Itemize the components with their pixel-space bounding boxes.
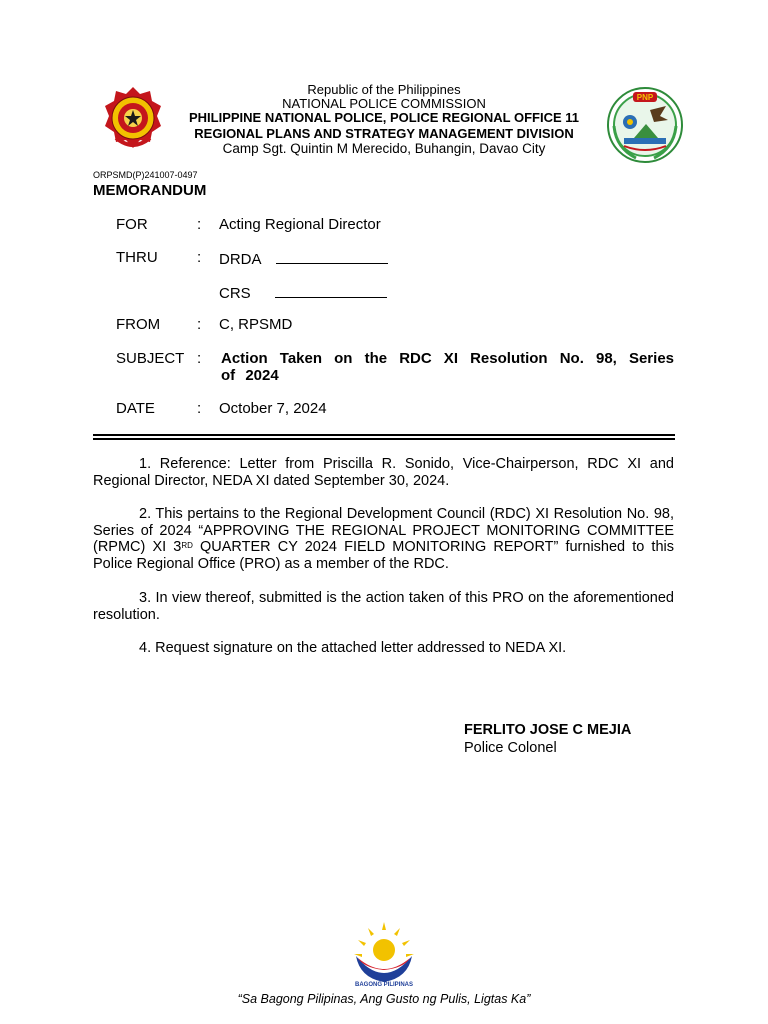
for-value: Acting Regional Director bbox=[219, 216, 381, 233]
paragraph-4-text: 4. Request signature on the attached letter addressed to NEDA XI. bbox=[139, 640, 567, 656]
for-label: FOR bbox=[116, 216, 148, 233]
from-label: FROM bbox=[116, 316, 161, 333]
divider-top bbox=[93, 434, 675, 436]
from-value: C, RPSMD bbox=[219, 316, 293, 333]
crs-signature-line bbox=[275, 283, 387, 298]
bagong-pilipinas-logo-icon bbox=[348, 920, 420, 988]
superscript-rd: RD bbox=[181, 541, 193, 550]
paragraph-2-text-a: 2. This pertains to the Regional Development Council (RDC) XI Resolution No. 98, Series of 2024 “APPROVING THE REGIONAL PROJECT MONITORING COMMITTEE (RPMC) XI 3 bbox=[93, 506, 674, 555]
header-address: Camp Sgt. Quintin M Merecido, Buhangin, Davao City bbox=[222, 141, 546, 156]
footer-motto: “Sa Bagong Pilipinas, Ang Gusto ng Pulis, Ligtas Ka” bbox=[237, 992, 531, 1006]
colon: : bbox=[197, 400, 202, 417]
paragraph-2-text-b: QUARTER CY 2024 FIELD MONITORING REPORT” furnished to this Police Regional Office (PRO) as a member of the RDC. bbox=[93, 539, 674, 572]
header-office: PHILIPPINE NATIONAL POLICE, POLICE REGIONAL OFFICE 11 bbox=[188, 110, 580, 125]
paragraph-3 bbox=[93, 590, 674, 623]
date-label: DATE bbox=[116, 400, 155, 417]
memo-title: MEMORANDUM bbox=[93, 182, 207, 199]
subject-value: Action Taken on the RDC XI Resolution No. 98, Series of 2024 bbox=[221, 350, 674, 384]
thru-drda-label: DRDA bbox=[219, 251, 262, 268]
thru-crs bbox=[219, 283, 387, 302]
thru-crs-label: CRS bbox=[219, 285, 251, 302]
colon: : bbox=[197, 350, 202, 367]
drda-signature-line bbox=[276, 249, 388, 264]
right-seal-text: PNP bbox=[636, 93, 654, 102]
subject-label: SUBJECT bbox=[116, 350, 185, 367]
signatory-rank: Police Colonel bbox=[464, 740, 557, 756]
bagong-pilipinas-label: BAGONG PILIPINAS bbox=[354, 982, 413, 988]
colon: : bbox=[197, 316, 202, 333]
paragraph-4 bbox=[93, 640, 674, 657]
divider-bottom bbox=[93, 438, 675, 440]
colon: : bbox=[197, 249, 202, 266]
colon: : bbox=[197, 216, 202, 233]
thru-drda bbox=[219, 249, 388, 268]
header-napolcom: NATIONAL POLICE COMMISSION bbox=[282, 96, 486, 111]
thru-label: THRU bbox=[116, 249, 158, 266]
signatory-name: FERLITO JOSE C MEJIA bbox=[464, 722, 632, 738]
reference-number: ORPSMD(P)241007-0497 bbox=[93, 170, 198, 180]
header-division: REGIONAL PLANS AND STRATEGY MANAGEMENT DIVISION bbox=[194, 126, 574, 141]
date-value: October 7, 2024 bbox=[219, 400, 327, 417]
header-republic: Republic of the Philippines bbox=[307, 82, 461, 97]
paragraph-3-text: 3. In view thereof, submitted is the action taken of this PRO on the aforementioned resolution. bbox=[93, 590, 674, 623]
paragraph-1 bbox=[93, 456, 674, 489]
paragraph-1-text: 1. Reference: Letter from Priscilla R. Sonido, Vice-Chairperson, RDC XI and Regional Director, NEDA XI dated September 30, 2024. bbox=[93, 456, 674, 489]
paragraph-2 bbox=[93, 506, 674, 572]
